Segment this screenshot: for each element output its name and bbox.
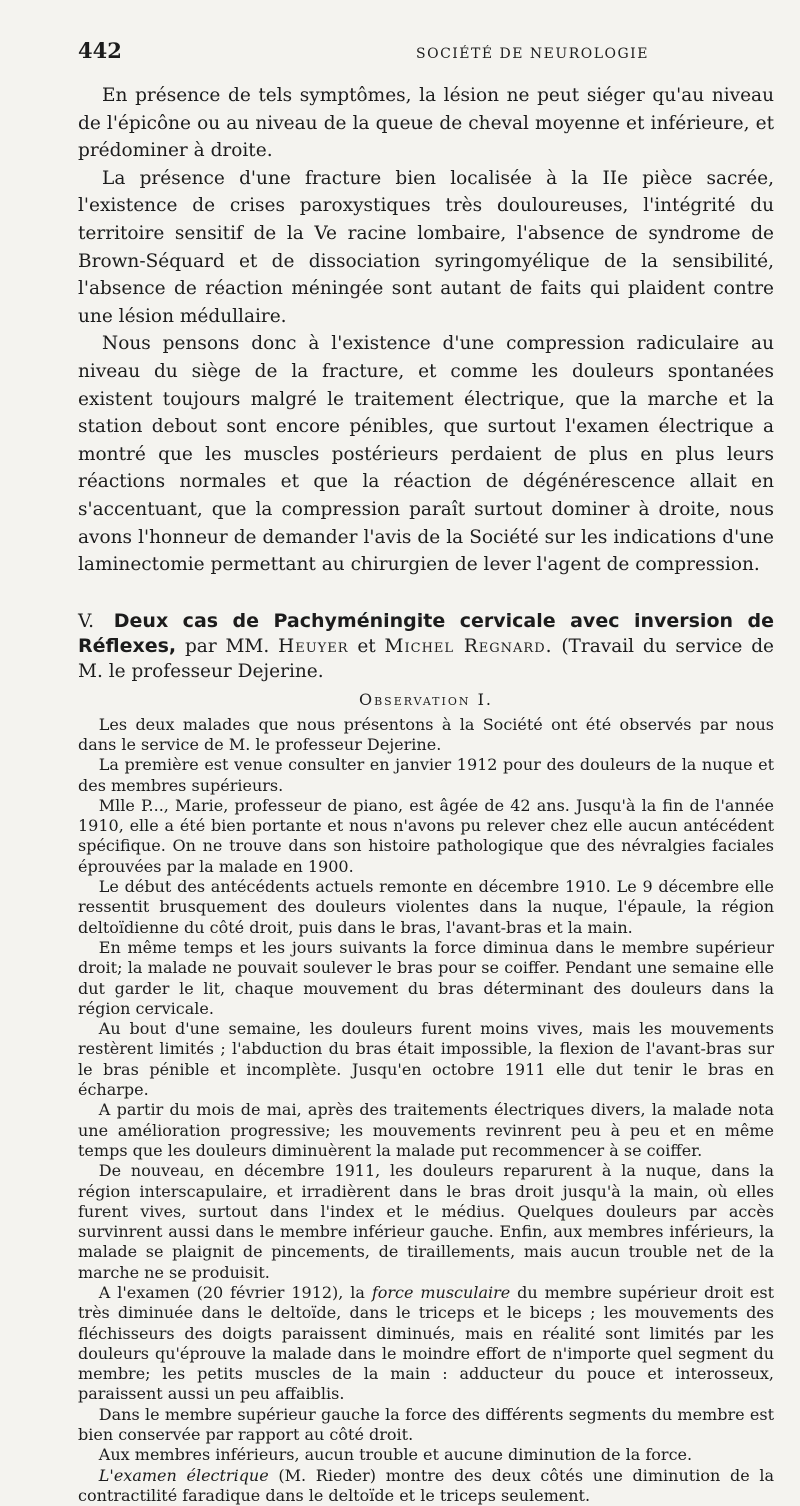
section-and: et — [357, 635, 376, 657]
paragraph: La première est venue consulter en janvier 1912 pour des douleurs de la nuque et des membres supérieurs. — [78, 755, 774, 795]
paragraph: En présence de tels symptômes, la lésion ne peut siéger qu'au niveau de l'épicône ou au niveau de la queue de cheval moyenne et inférieure, et prédominer à droite. — [78, 85, 774, 162]
author-name: Michel Regnard. — [384, 635, 553, 657]
section-by: par MM. — [184, 635, 270, 657]
section-note: (Travail du service de M. le professeur Dejerine. — [78, 635, 774, 682]
paragraph: De nouveau, en décembre 1911, les douleurs reparurent à la nuque, dans la région interscapulaire, et irradièrent dans le bras droit jusqu'à la main, où elles furent vives, surtout dans l'index et le médius. Quelques douleurs par accès survinrent aussi dans le membre inférieur gauche. Enfin, aux membres inférieurs, la malade se plaignit de pincements, de tiraillements, mais aucun trouble net de la marche ne se produisit. — [78, 1161, 774, 1282]
exam-emphasis: force musculaire — [371, 1283, 511, 1302]
exam-text: du membre supérieur droit est très diminuée dans le deltoïde, dans le triceps et le biceps ; les mouvements des fléchisseurs des doigts paraissent diminués, mais en réalité sont limités par les douleurs qu'éprouve la malade dans le moindre effort de n'importe quel segment du membre; les petits muscles de la main : adducteur du pouce et interosseux, paraissent aussi un peu affaiblis. — [78, 1283, 775, 1404]
paragraph: Nous pensons donc à l'existence d'une compression radiculaire au niveau du siège de la fracture, et comme les douleurs spontanées existent toujours malgré le traitement électrique, que la marche et la station debout sont encore pénibles, que surtout l'examen électrique a montré que les muscles postérieurs perdaient de plus en plus leurs réactions normales et que la réaction de dégénérescence allait en s'accentuant, que la compression paraît surtout dominer à droite, nous avons l'honneur de demander l'avis de la Société sur les indications d'une laminectomie permettant au chirurgien de lever l'agent de compression. — [78, 333, 774, 576]
page-header — [78, 38, 774, 72]
electric-exam-text: (M. Rieder) montre des deux côtés une diminution de la contractilité faradique dans le deltoïde et le triceps seulement. — [78, 1465, 775, 1505]
exam-lead: A l'examen (20 février 1912), la — [98, 1283, 365, 1302]
paragraph: Les deux malades que nous présentons à la Société ont été observés par nous dans le service de M. le professeur Dejerine. — [78, 714, 774, 754]
paragraph: Mlle P..., Marie, professeur de piano, est âgée de 42 ans. Jusqu'à la fin de l'année 1910, elle a été bien portante et nous n'avons pu relever chez elle aucun antécédent spécifique. On ne trouve dans son histoire pathologique que des névralgies faciales éprouvées par la malade en 1900. — [78, 795, 774, 876]
paragraph: En même temps et les jours suivants la force diminua dans le membre supérieur droit; la malade ne pouvait soulever le bras pour se coiffer. Pendant une semaine elle dut garder le lit, chaque mouvement du bras déterminant des douleurs dans la région cervicale. — [78, 937, 774, 1018]
observation-text — [78, 715, 774, 1506]
running-title: SOCIÉTÉ DE NEUROLOGIE — [416, 46, 649, 62]
section-title: Deux cas de Pachyméningite cervicale avec inversion de Réflexes, — [78, 609, 774, 657]
electric-exam-emphasis: L'examen électrique — [98, 1465, 269, 1485]
paragraph: A partir du mois de mai, après des traitements électriques divers, la malade nota une amélioration progressive; les mouvements revinrent peu à peu et en même temps que les douleurs diminuèrent la malade put recommencer à se coiffer. — [78, 1100, 774, 1160]
paragraph: Aux membres inférieurs, aucun trouble et aucune diminution de la force. — [98, 1445, 693, 1465]
page-number: 442 — [78, 38, 122, 63]
paragraph: Dans le membre supérieur gauche la force des différents segments du membre est bien conservée par rapport au côté droit. — [78, 1404, 774, 1445]
observation-title: Observation I. — [358, 689, 493, 709]
intro-text — [78, 82, 774, 579]
section-number: V. — [78, 610, 95, 632]
paragraph: Le début des antécédents actuels remonte en décembre 1910. Le 9 décembre elle ressentit brusquement des douleurs violentes dans la nuque, l'épaule, la région deltoïdienne du côté droit, puis dans le bras, l'avant-bras et la main. — [78, 877, 774, 937]
paragraph — [78, 1466, 774, 1506]
paragraph: La présence d'une fracture bien localisée à la IIe pièce sacrée, l'existence de crises paroxystiques très douloureuses, l'intégrité du territoire sensitif de la Ve racine lombaire, l'absence de syndrome de Brown-Séquard et de dissociation syringomyélique de la sensibilité, l'absence de réaction méningée sont autant de faits qui plaident contre une lésion médullaire. — [78, 167, 774, 327]
section-heading — [78, 609, 774, 684]
author-name: Heuyer — [278, 635, 349, 657]
paragraph: Au bout d'une semaine, les douleurs furent moins vives, mais les mouvements restèrent limités ; l'abduction du bras était impossible, la flexion de l'avant-bras sur le bras pénible et incomplète. Jusqu'en octobre 1911 elle dut tenir le bras en écharpe. — [78, 1019, 774, 1100]
paragraph — [78, 1283, 774, 1405]
